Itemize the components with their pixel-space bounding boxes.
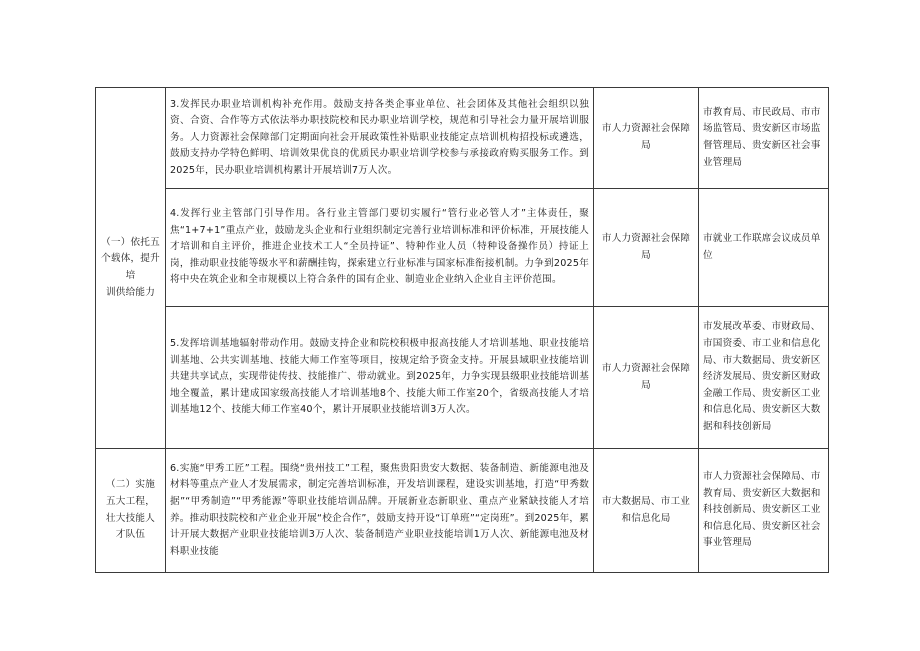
task-table: [95, 87, 829, 573]
task-content-cell: 5.发挥培训基地辐射带动作用。鼓励支持企业和院校积极申报高技能人才培训基地、职业技能培训基地、公共实训基地、技能大师工作室等项目，按规定给予资金支持。开展县域职业技能培训共建共享试点，实现带徒传技、技能推广、带动就业。到2025年，力争实现县级职业技能培训基地全覆盖，累计建成国家级高技能人才培训基地8个、技能大师工作室20个，省级高技能人才培训基地12个、技能大师工作室40个，累计开展职业技能培训3万人次。: [166, 307, 594, 449]
cooperating-units-cell: 市就业工作联席会议成员单位: [699, 189, 829, 307]
table-row: [96, 307, 829, 449]
lead-unit-cell: 市大数据局、市工业和信息化局: [594, 449, 699, 573]
task-content-cell: 4.发挥行业主管部门引导作用。各行业主管部门要切实履行“管行业必管人才”主体责任，聚焦“1+7+1”重点产业，鼓励龙头企业和行业组织制定完善行业培训标准和评价标准，开展技能人才培训和自主评价，推进企业技术工人“全员持证”、特种作业人员（特种设备操作员）持证上岗，推动职业技能等级水平和薪酬挂钩，探索建立行业标准与国家标准衔接机制。力争到2025年将中央在筑企业和全市规模以上符合条件的国有企业、制造业企业纳入企业自主评价范围。: [166, 189, 594, 307]
category-line: 五大工程，: [106, 495, 155, 507]
table-row: [96, 88, 829, 189]
lead-unit-cell: 市人力资源社会保障局: [594, 88, 699, 189]
task-content-cell: 3.发挥民办职业培训机构补充作用。鼓励支持各类企事业单位、社会团体及其他社会组织以独资、合资、合作等方式依法举办职技院校和民办职业培训学校，规范和引导社会力量开展培训服务。人力资源社会保障部门定期面向社会开展政策性补贴职业技能定点培训机构招投标或遴选，鼓励支持办学特色鲜明、培训效果优良的优质民办职业培训学校参与承接政府购买服务工作。到2025年，民办职业培训机构累计开展培训7万人次。: [166, 88, 594, 189]
category-cell: [96, 88, 166, 449]
lead-unit-cell: 市人力资源社会保障局: [594, 189, 699, 307]
table-row: [96, 189, 829, 307]
category-line: 壮大技能人: [106, 512, 155, 524]
cooperating-units-cell: 市人力资源社会保障局、市教育局、贵安新区大数据和科技创新局、贵安新区工业和信息化局、贵安新区社会事业管理局: [699, 449, 829, 573]
category-line: （二）实施: [106, 479, 155, 491]
category-line: 个载体，提升培: [101, 253, 160, 281]
task-content-cell: 6.实施“甲秀工匠”工程。围绕“贵州技工”工程，聚焦贵阳贵安大数据、装备制造、新能源电池及材料等重点产业人才发展需求，制定完善培训标准，开发培训课程，建设实训基地，打造“甲秀数据”“甲秀制造”“甲秀能源”等职业技能培训品牌。开展新业态新职业、重点产业紧缺技能人才培养。推动职技院校和产业企业开展“校企合作”，鼓励支持开设“订单班”“定岗班”。到2025年，累计开展大数据产业职业技能培训3万人次、装备制造产业职业技能培训1万人次、新能源电池及材料职业技能: [166, 449, 594, 573]
cooperating-units-cell: 市教育局、市民政局、市市场监管局、贵安新区市场监督管理局、贵安新区社会事业管理局: [699, 88, 829, 189]
table-row: [96, 449, 829, 573]
category-line: 才队伍: [115, 529, 146, 541]
cooperating-units-cell: 市发展改革委、市财政局、市国资委、市工业和信息化局、市大数据局、贵安新区经济发展局、贵安新区财政金融工作局、贵安新区工业和信息化局、贵安新区大数据和科技创新局: [699, 307, 829, 449]
category-line: 训供给能力: [106, 286, 155, 298]
category-cell: [96, 449, 166, 573]
category-line: （一）依托五: [101, 236, 160, 248]
lead-unit-cell: 市人力资源社会保障局: [594, 307, 699, 449]
